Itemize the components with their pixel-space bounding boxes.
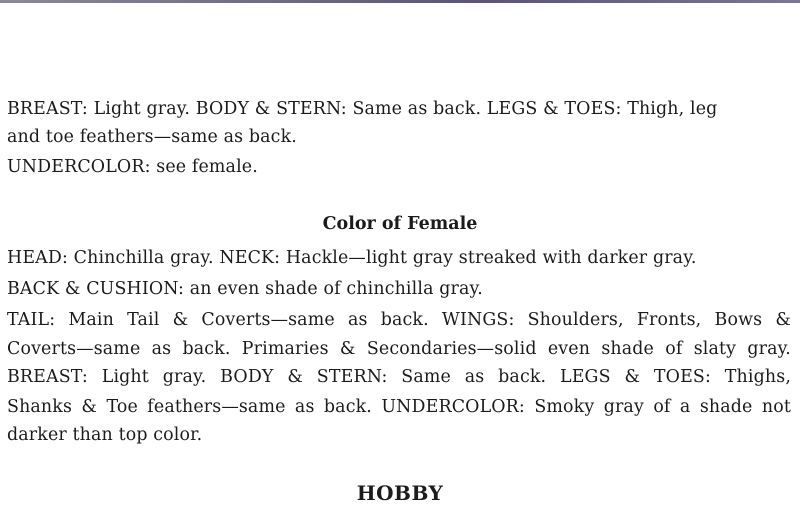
text-line: TAIL: Main Tail & Coverts—same as back. WINGS: Shoulders, Fronts, Bows & bbox=[7, 310, 791, 330]
text-line: darker than top color. bbox=[7, 425, 203, 445]
hobby-section-heading: HOBBY bbox=[356, 481, 444, 505]
text-line: BREAST: Light gray. BODY & STERN: Same as back. LEGS & TOES: Thigh, leg bbox=[7, 99, 718, 119]
text-line: UNDERCOLOR: see female. bbox=[7, 157, 258, 177]
text-line: Coverts—same as back. Primaries & Secondaries—solid even shade of slaty gray. bbox=[7, 339, 791, 359]
female-color-heading: Color of Female bbox=[322, 214, 478, 234]
text-line: Shanks & Toe feathers—same as back. UNDERCOLOR: Smoky gray of a shade not bbox=[7, 397, 791, 417]
top-border-rule bbox=[0, 0, 800, 3]
text-line: HEAD: Chinchilla gray. NECK: Hackle—light gray streaked with darker gray. bbox=[7, 248, 697, 268]
text-line: BACK & CUSHION: an even shade of chinchilla gray. bbox=[7, 279, 483, 299]
text-line: BREAST: Light gray. BODY & STERN: Same as back. LEGS & TOES: Thighs, bbox=[7, 367, 791, 387]
text-line: and toe feathers—same as back. bbox=[7, 127, 297, 147]
